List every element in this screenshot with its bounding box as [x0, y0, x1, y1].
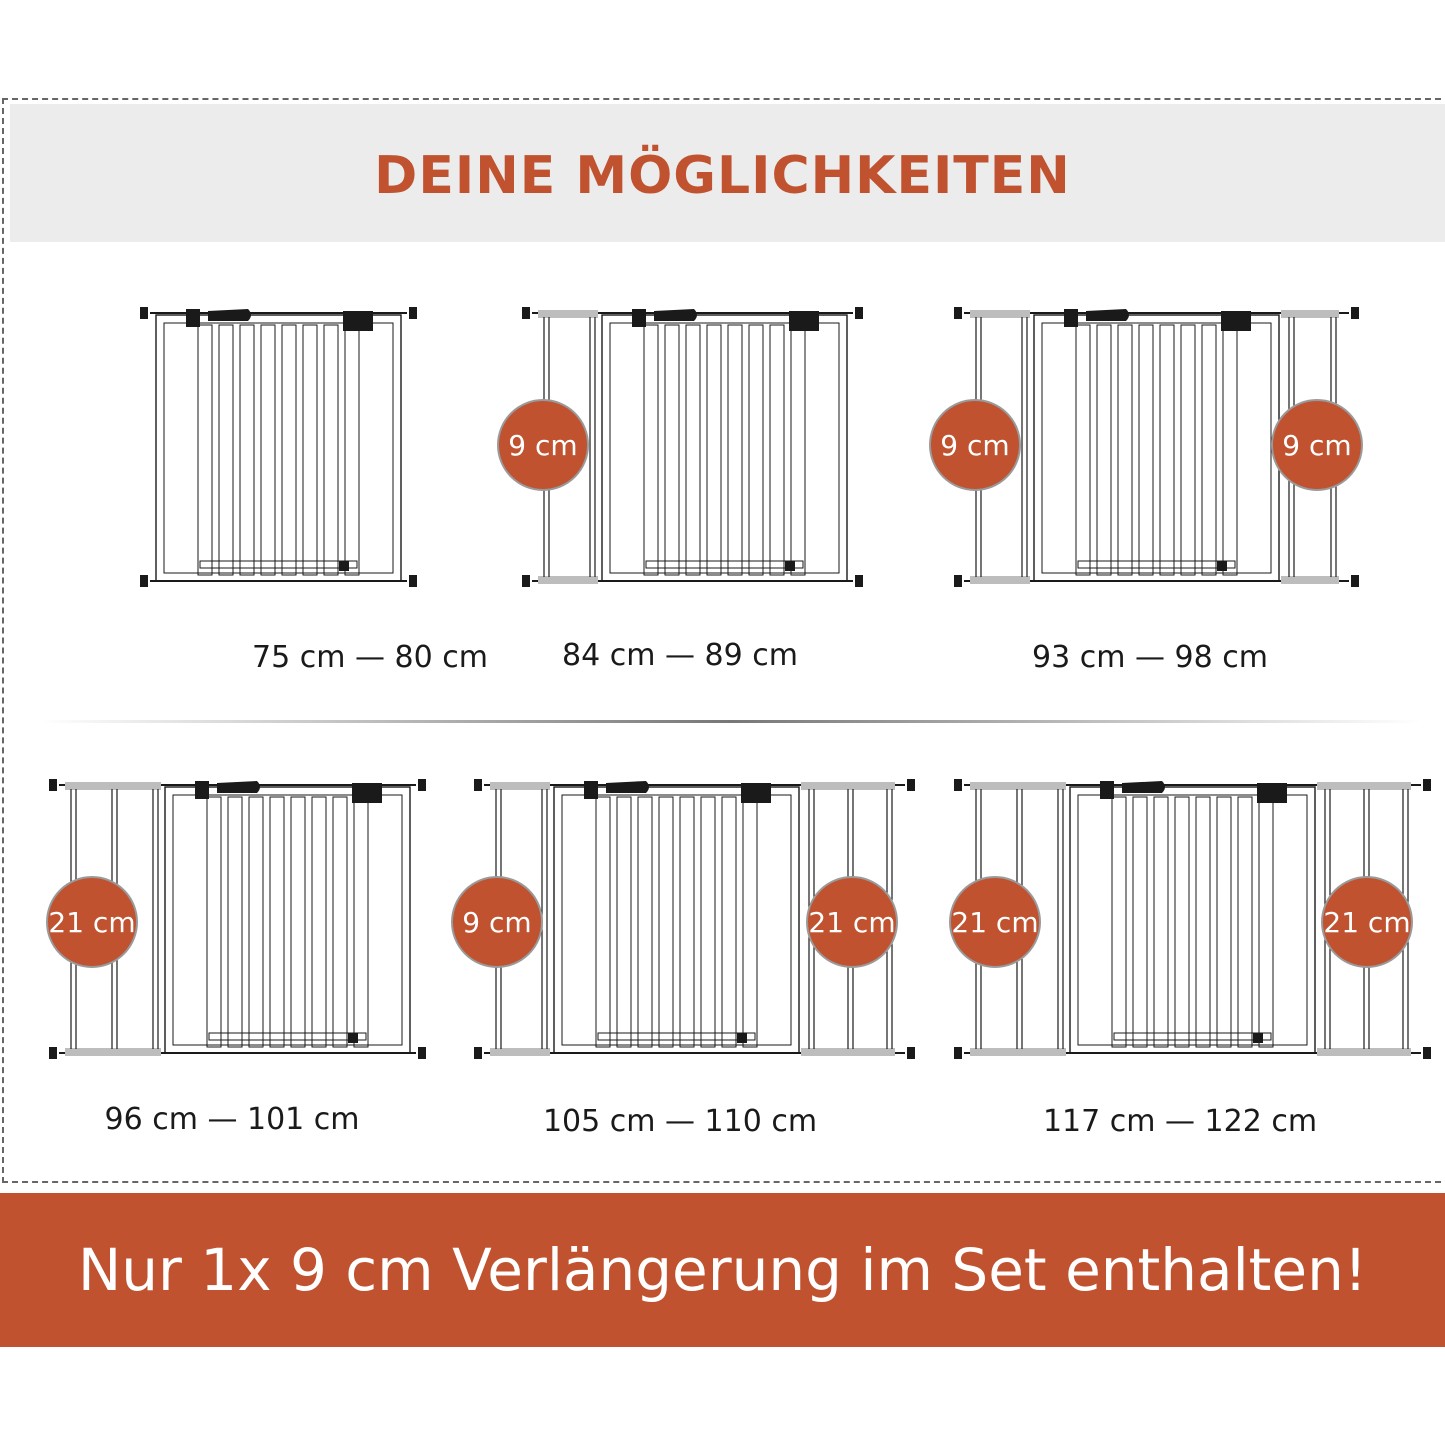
extension-badge: 9 cm	[451, 876, 543, 968]
footer-note: Nur 1x 9 cm Verlängerung im Set enthalten!	[77, 1236, 1368, 1304]
extension-badge: 9 cm	[929, 399, 1021, 491]
extension-badge: 21 cm	[1321, 876, 1413, 968]
size-range-label: 93 cm — 98 cm	[1032, 640, 1268, 675]
size-range-label: 96 cm — 101 cm	[104, 1102, 360, 1137]
row-divider	[40, 720, 1420, 723]
baby-gate-drawing	[138, 305, 419, 595]
gate-illustration	[138, 305, 419, 595]
extension-badge: 9 cm	[1271, 399, 1363, 491]
extension-badge: 21 cm	[949, 876, 1041, 968]
size-range-label: 84 cm — 89 cm	[562, 638, 798, 673]
size-range-label: 105 cm — 110 cm	[542, 1104, 818, 1139]
extension-badge: 21 cm	[46, 876, 138, 968]
page-title: DEINE MÖGLICHKEITEN	[374, 146, 1071, 206]
size-range-label: 117 cm — 122 cm	[1042, 1104, 1318, 1139]
extension-badge: 9 cm	[497, 399, 589, 491]
size-range-label: 75 cm — 80 cm	[252, 640, 488, 675]
extension-badge: 21 cm	[806, 876, 898, 968]
